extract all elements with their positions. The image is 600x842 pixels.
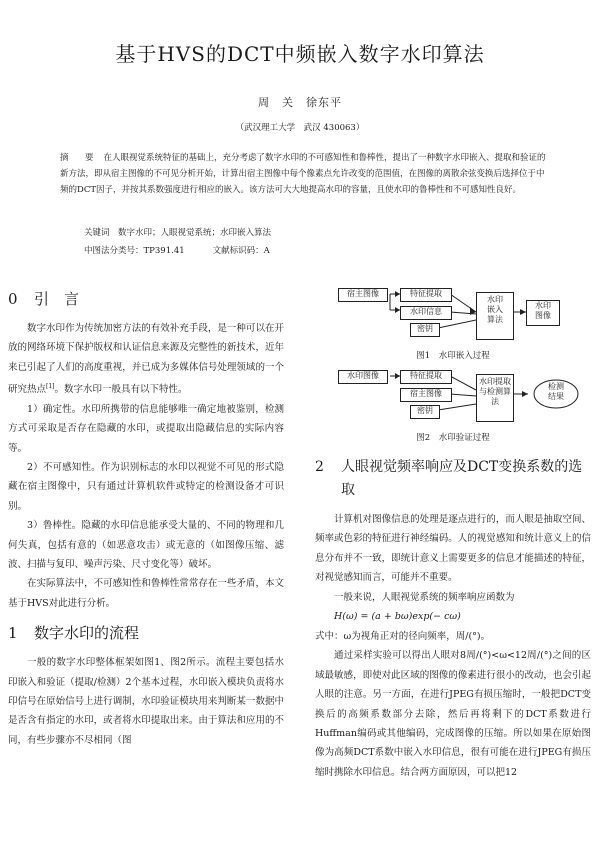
section-0-heading	[8, 287, 284, 311]
figure-2-caption: 图2 水印验证过程	[416, 433, 490, 443]
watermarked-input-box: 水印图像	[338, 370, 388, 384]
section-2-heading	[315, 456, 591, 502]
paper-authors: 周 关 徐东平	[258, 96, 342, 109]
section-number: 1	[8, 624, 18, 643]
abstract	[60, 150, 548, 198]
section-title: 引 言	[34, 290, 80, 308]
figure-1-caption: 图1 水印嵌入过程	[416, 351, 490, 361]
paragraph: 一般的数字水印整体框架如图1、图2所示。流程主要包括水印嵌入和验证（提取/检测）2个基本过程，水印嵌入模块负责将水印信号在原始信号上进行调制，水印验证模块用来判断某一数据中是否含有指定的水印，或者将水印提取出来。由于算法和应用的不同，有些步骤亦不尽相同（图	[8, 657, 284, 746]
watermarked-image-box: 水印 图像	[526, 300, 560, 326]
detect-result-label: 检测 结果	[548, 382, 564, 401]
section-title: 数字水印的流程	[34, 624, 140, 643]
figure-1-diagram	[338, 284, 588, 346]
key-box: 密钥	[410, 405, 440, 419]
figure-2-diagram	[338, 366, 588, 428]
paragraph: 一般来说，人眼视觉系统的频率响应函数为	[334, 591, 515, 603]
document-code: 文献标识码：A	[212, 246, 270, 256]
equation: H(ω) = (a + bω)exp(− cω)	[334, 611, 461, 623]
embed-algorithm-box: 水印 嵌入 算法	[476, 292, 514, 340]
key-box: 密钥	[410, 323, 440, 337]
section-number: 0	[8, 290, 18, 308]
section-1-heading	[8, 621, 284, 645]
paper-title: 基于HVS的DCT中频嵌入数字水印算法	[115, 42, 485, 66]
paragraph: 数字水印作为传统加密方法的有效补充手段，是一种可以在开放的网络环境下保护版权和认证信息来源及完整性的新技术，近年来已引起了人们的高度重视，并已成为多媒体信号处理领域的一个研究热点[1]。数字水印一般具有以下特性。	[8, 323, 284, 396]
paragraph: 2）不可感知性。作为识别标志的水印以视觉不可见的形式隐藏在宿主图像中，只有通过计算机软件或特定的检测设备才可识别。	[8, 462, 284, 512]
feature-extract-box: 特征提取	[400, 370, 452, 384]
abstract-label: 摘 要	[60, 153, 98, 163]
paragraph: 计算机对图像信息的处理是逐点进行的，而人眼是抽取空间、频率或色彩的特征进行神经编码。人的视觉感知和统计意义上的信息分布并不一致，即统计意义上需要更多的信息才能描述的特征，对视觉感知而言，可能并不重要。	[315, 514, 591, 584]
section-title: 人眼视觉频率响应及DCT变换系数的选取	[341, 459, 583, 498]
left-column	[8, 285, 284, 750]
detect-algorithm-box: 水印提取与检测算法	[476, 374, 514, 422]
host-image-box: 宿主图像	[338, 288, 388, 302]
watermark-info-box: 水印信息	[400, 306, 452, 320]
abstract-text: 在人眼视觉系统特征的基础上，充分考虑了数字水印的不可感知性和鲁棒性，提出了一种数字水印嵌入、提取和验证的新方法，即从宿主图像的不可见分析开始，计算出宿主图像中每个像素点允许改变的范围值，在图像的离散余弦变换后选择位于中频的DCT因子，并按其系数强度进行相应的嵌入。该方法可大大地提高水印的容量，且使水印的鲁棒性和不可感知性良好。	[60, 153, 546, 195]
paragraph: 通过采样实验可以得出人眼对8周/(°)<ω<12周/(°)之间的区域最敏感，即使对此区域的图像的像素进行很小的改动，也会引起人眼的注意。另一方面，在进行JPEG有损压缩时，一般把DCT变换后的高频系数部分去除，然后再将剩下的DCT系数进行Huffman编码或其他编码，完成图像的压缩。所以如果在原始图像为高频DCT系数中嵌入水印信息，很有可能在进行JPEG有损压缩时携除水印信息。结合两方面原因，可以把12	[315, 650, 591, 778]
host-image-box: 宿主图像	[400, 388, 452, 402]
paragraph: 1）确定性。水印所携带的信息能够唯一确定地被鉴别，检测方式可采取是否存在隐藏的水印，或提取出隐藏信息的实际内容等。	[8, 403, 284, 454]
right-column	[315, 454, 591, 782]
paragraph: 3）鲁棒性。隐藏的水印信息能承受大量的、不同的物理和几何失真，包括有意的（如恶意攻击）或无意的（如图像压缩、滤波、扫描与复印、噪声污染、尺寸变化等）破坏。	[8, 520, 284, 571]
classification	[84, 244, 298, 256]
clc-number: 中图法分类号：TP391.41	[84, 246, 185, 256]
feature-extract-box: 特征提取	[400, 288, 452, 302]
paragraph: 式中：ω为视角正对的径向频率，周/(°)。	[315, 631, 491, 643]
citation: [1]	[46, 383, 55, 391]
author-affiliation: （武汉理工大学 武汉 430063）	[235, 123, 365, 133]
keywords: 关键词 数字水印；人眼视觉系统；水印嵌入算法	[84, 228, 272, 238]
paragraph: 在实际算法中，不可感知性和鲁棒性常常存在一些矛盾，本文基于HVS对此进行分析。	[8, 578, 284, 609]
section-number: 2	[315, 459, 324, 475]
